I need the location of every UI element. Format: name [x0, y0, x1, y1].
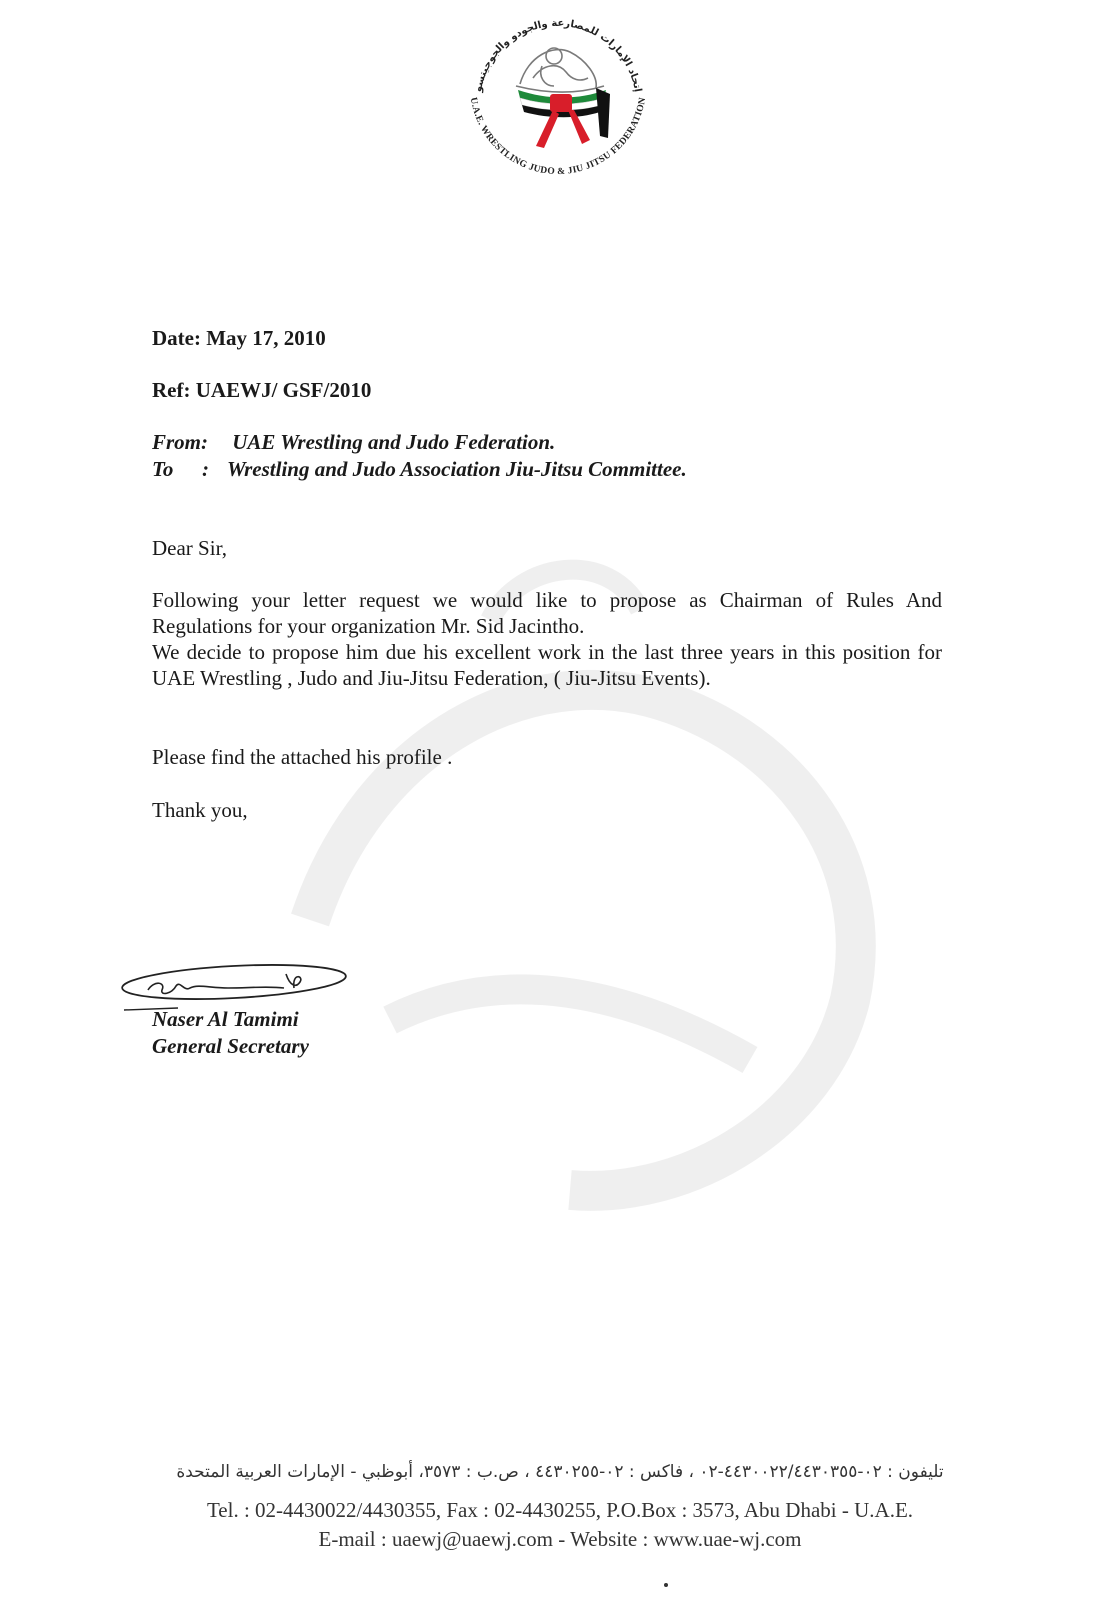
paragraph-one-sentence-one: Following your letter request we would like to propose as Chairman of Rules And Regulations for your organization Mr. Sid Jacintho.	[152, 588, 942, 638]
paragraph-one-sentence-two: We decide to propose him due his excellent work in the last three years in this position for UAE Wrestling , Judo and Jiu-Jitsu Federation, ( Jiu-Jitsu Events).	[152, 640, 942, 690]
ref-value: UAEWJ/ GSF/2010	[195, 378, 372, 402]
to-line	[152, 457, 687, 482]
to-colon: :	[202, 457, 209, 481]
date-line	[152, 326, 326, 351]
date-value: May 17, 2010	[206, 326, 326, 350]
salutation: Dear Sir,	[152, 536, 227, 560]
logo-english-text: U.A.E. WRESTLING JUDO & JIU JITSU FEDERATION	[467, 96, 649, 178]
belt-emblem-icon	[518, 88, 610, 148]
federation-logo	[458, 6, 658, 196]
from-value: UAE Wrestling and Judo Federation.	[232, 430, 556, 454]
ref-line	[152, 378, 371, 403]
from-label: From:	[152, 430, 209, 454]
from-line	[152, 430, 555, 455]
wrestlers-sketch-icon	[516, 48, 604, 92]
footer-web: E-mail : uaewj@uaewj.com - Website : www.uae-wj.com	[318, 1527, 802, 1551]
footer-arabic-contact: تليفون : ٠٢-٤٤٣٠٠٢٢/٤٤٣٠٣٥٥-٠٢ ، فاكس : ٠٢-٤٤٣٠٢٥٥ ، ص.ب : ٣٥٧٣، أبوظبي - الإمارات العربية المتحدة	[176, 1462, 944, 1482]
to-value: Wrestling and Judo Association Jiu-Jitsu Committee.	[227, 457, 687, 481]
signatory-name: Naser Al Tamimi	[152, 1007, 299, 1031]
footer-dot	[664, 1583, 668, 1587]
to-label: To	[152, 457, 174, 481]
ref-label: Ref:	[152, 378, 191, 402]
signatory-title: General Secretary	[152, 1034, 309, 1058]
attachment-note: Please find the attached his profile .	[152, 745, 453, 769]
footer-contact: Tel. : 02-4430022/4430355, Fax : 02-4430255, P.O.Box : 3573, Abu Dhabi - U.A.E.	[206, 1498, 914, 1522]
date-label: Date:	[152, 326, 201, 350]
paragraph-one	[152, 587, 942, 691]
closing: Thank you,	[152, 798, 248, 822]
logo-arabic-text: إتحاد الإمارات للمصارعة والجودو والجوجيتسو	[472, 17, 644, 93]
